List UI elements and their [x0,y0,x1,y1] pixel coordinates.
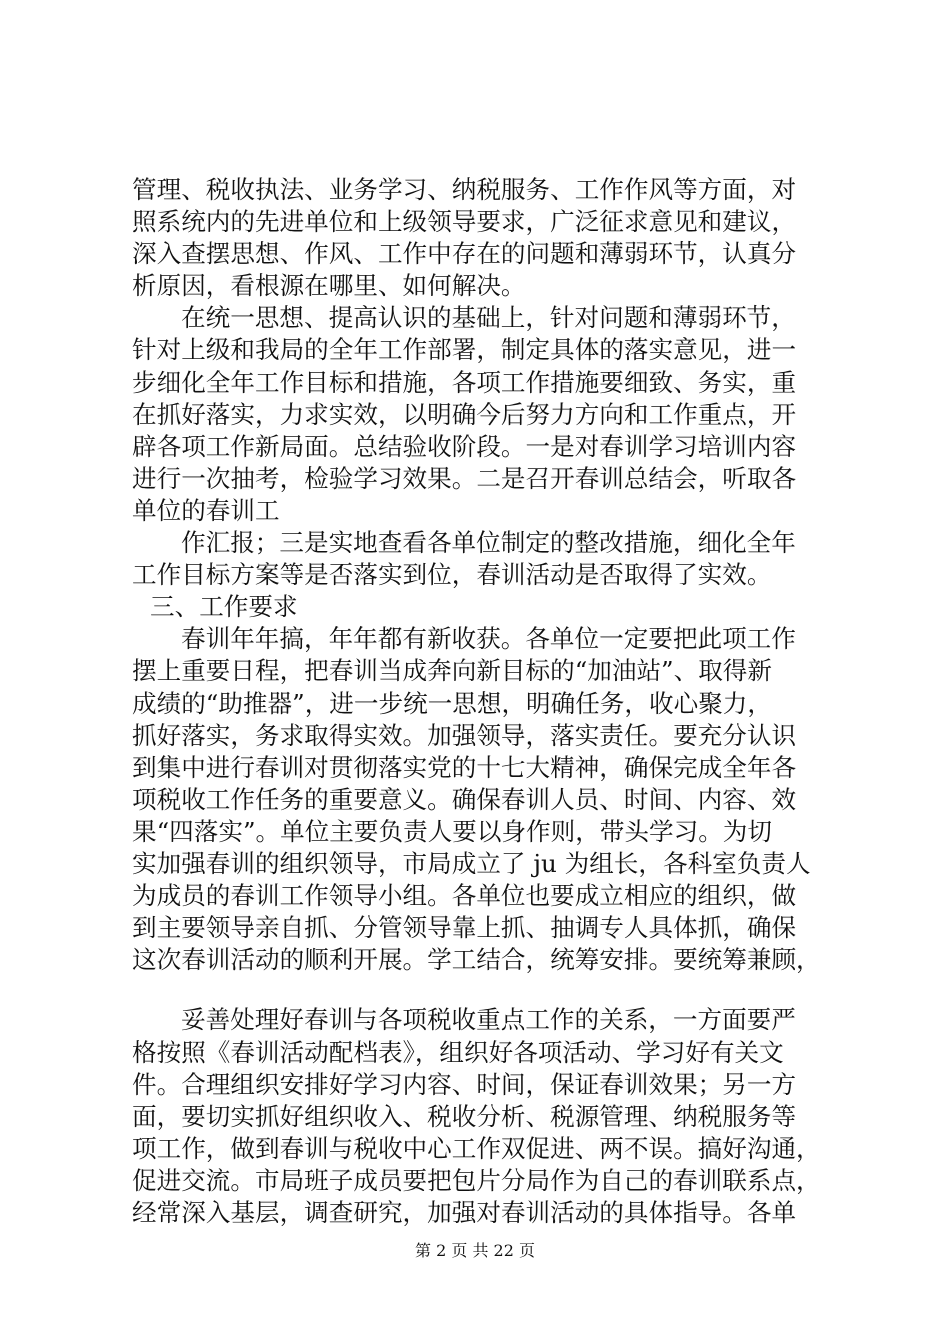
text-line: 进行一次抽考，检验学习效果。二是召开春训总结会，听取各 [132,463,797,493]
text-line: 摆上重要日程，把春训当成奔向新目标的“加油站”、取得新 [132,656,772,686]
page-number-footer: 第 2 页 共 22 页 [415,1241,535,1260]
text-line: 步细化全年工作目标和措施，各项工作措施要细致、务实，重 [132,367,797,397]
section-heading: 三、工作要求 [150,592,298,622]
text-line: 到主要领导亲自抓、分管领导靠上抓、抽调专人具体抓，确保 [132,913,797,943]
text-line: 项工作，做到春训与税收中心工作双促进、两不误。搞好沟通， [132,1133,821,1163]
text-line: 面，要切实抓好组织收入、税收分析、税源管理、纳税服务等 [132,1101,797,1131]
text-line: 经常深入基层，调查研究，加强对春训活动的具体指导。各单 [132,1198,797,1227]
text-line: 管理、税收执法、业务学习、纳税服务、工作作风等方面，对 [132,175,797,204]
text-line: 抓好落实，务求取得实效。加强领导，落实责任。要充分认识 [132,720,797,750]
text-line: 针对上级和我局的全年工作部署，制定具体的落实意见，进一 [132,335,797,365]
text-line: 工作目标方案等是否落实到位，春训活动是否取得了实效。 [132,560,772,590]
text-line: 果“四落实”。单位主要负责人要以身作则，带头学习。为切 [132,816,772,846]
text-line: 到集中进行春训对贯彻落实党的十七大精神，确保完成全年各 [132,752,797,782]
paragraph-start-line: 在统一思想、提高认识的基础上，针对问题和薄弱环节， [181,303,796,333]
paragraph-start-line: 春训年年搞，年年都有新收获。各单位一定要把此项工作 [181,624,796,654]
text-line: 深入查摆思想、作风、工作中存在的问题和薄弱环节，认真分 [132,239,797,269]
text-line: 在抓好落实，力求实效，以明确今后努力方向和工作重点，开 [132,399,797,429]
text-line: 照系统内的先进单位和上级领导要求，广泛征求意见和建议， [132,207,797,237]
text-line: 为成员的春训工作领导小组。各单位也要成立相应的组织，做 [132,881,797,911]
text-line: 项税收工作任务的重要意义。确保春训人员、时间、内容、效 [132,784,797,814]
text-line: 这次春训活动的顺利开展。学工结合，统筹安排。要统筹兼顾， [132,945,821,975]
paragraph-start-line: 妥善处理好春训与各项税收重点工作的关系，一方面要严 [181,1005,796,1035]
text-line: 件。合理组织安排好学习内容、时间，保证春训效果；另一方 [132,1069,797,1099]
text-line: 格按照《春训活动配档表》，组织好各项活动、学习好有关文 [132,1037,784,1067]
text-line: 成绩的“助推器”，进一步统一思想，明确任务，收心聚力， [132,688,772,718]
text-line: 辟各项工作新局面。总结验收阶段。一是对春训学习培训内容 [132,431,797,461]
text-line: 促进交流。市局班子成员要把包片分局作为自己的春训联系点， [132,1165,821,1195]
text-line: 单位的春训工 [132,495,280,525]
text-line: 析原因，看根源在哪里、如何解决。 [132,271,526,301]
paragraph-start-line: 作汇报；三是实地查看各单位制定的整改措施，细化全年 [181,528,796,558]
text-line: 实加强春训的组织领导，市局成立了 ju 为组长，各科室负责人 [132,849,811,879]
